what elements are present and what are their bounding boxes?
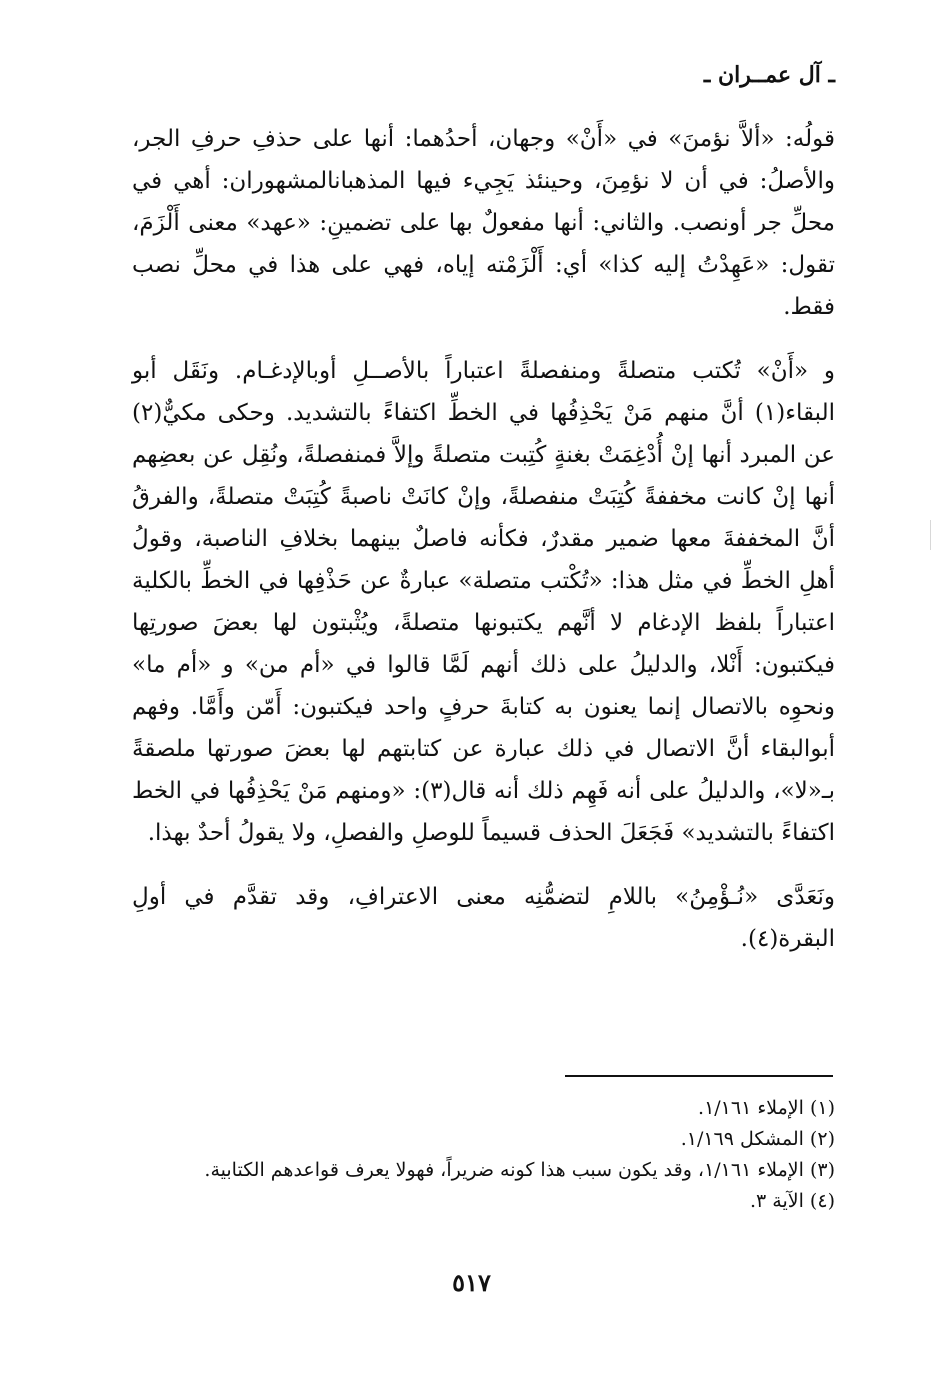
footnote-2: (٢) المشكل ١/١٦٩.	[680, 1128, 835, 1150]
footnotes	[132, 1093, 835, 1217]
page-number: ٥١٧	[452, 1268, 491, 1297]
footnote-separator	[565, 1075, 833, 1077]
paragraph-3: ونَعَدَّى «نُـؤْمِنُ» باللامِ لتضمُّنِه معنى الاعترافِ، وقد تقدَّم في أولِ البقرة(٤).	[132, 884, 835, 952]
footnote-1: (١) الإملاء ١/١٦١.	[698, 1097, 835, 1119]
footnote-3: (٣) الإملاء ١/١٦١، وقد يكون سبب هذا كونه ضريراً، فهولا يعرف قواعدهم الكتابية.	[204, 1159, 835, 1181]
footnote-4: (٤) الآية ٣.	[750, 1190, 835, 1212]
paragraph-1: قولُه: «ألاَّ نؤمنَ» في «أَنْ» وجهان، أحدُهما: أنها على حذفِ حرفِ الجر، والأصلُ: في أن لا نؤمِنَ، وحينئذ يَجِيء فيها المذهبانالمشهوران: أهي في محلِّ جر أونصب. والثاني: أنها مفعولٌ بها على تضمينِ: «عهد» معنى أَلْزَمَ، تقول: «عَهِدْتُ إليه كذا» أي: أَلْزَمْته إياه، فهي على هذا في محلِّ نصب فقط.	[132, 126, 835, 320]
scan-mark	[930, 520, 931, 550]
paragraph-2: و «أَنْ» تُكتب متصلةً ومنفصلةً اعتباراً بالأصــلِ أوبالإدغـام. ونَقَل أبو البقاء(١) أنَّ منهم مَنْ يَحْذِفُها في الخطِّ اكتفاءً بالتشديد. وحكى مكيٌّ(٢) عن المبرد أنها إنْ أُدْغِمَتْ بغنةٍ كُتِبت متصلةً وإلاَّ فمنفصلةً، ونُقِل عن بعضِهم أنها إنْ كانت مخففةً كُتِبَتْ منفصلةً، وإنْ كانَتْ ناصبةً كُتِبَتْ متصلةً، والفرقُ أنَّ المخففةَ معها ضمير مقدرٌ، فكأنه فاصلٌ بينهما بخلافِ الناصبة، وقولُ أهلِ الخطِّ في مثل هذا: «تُكْتب متصلة» عبارةٌ عن حَذْفِها في الخطِّ بالكلية اعتباراً بلفظ الإدغام لا أنَّهم يكتبونها متصلةً، ويُثْبتون لها بعضَ صورتِها فيكتبون: أَنْلا، والدليلُ على ذلك أنهم لَمَّا قالوا في «أم من» و «أم ما» ونحوِه بالاتصال إنما يعنون به كتابةَ حرفٍ واحد فيكتبون: أَمّن وأَمَّا. وفهم أبوالبقاء أنَّ الاتصال في ذلك عبارة عن كتابتهم لها بعضَ صورتها ملصقةً بـ«لا»، والدليلُ على أنه فَهِم ذلك أنه قال(٣): «ومنهم مَنْ يَحْذِفُها في الخط اكتفاءً بالتشديد» فَجَعَلَ الحذف قسيماً للوصلِ والفصلِ، ولا يقولُ أحدٌ بهذا.	[132, 358, 835, 846]
running-header: ـ آل عمــران ـ	[703, 62, 835, 88]
main-text	[132, 118, 835, 960]
